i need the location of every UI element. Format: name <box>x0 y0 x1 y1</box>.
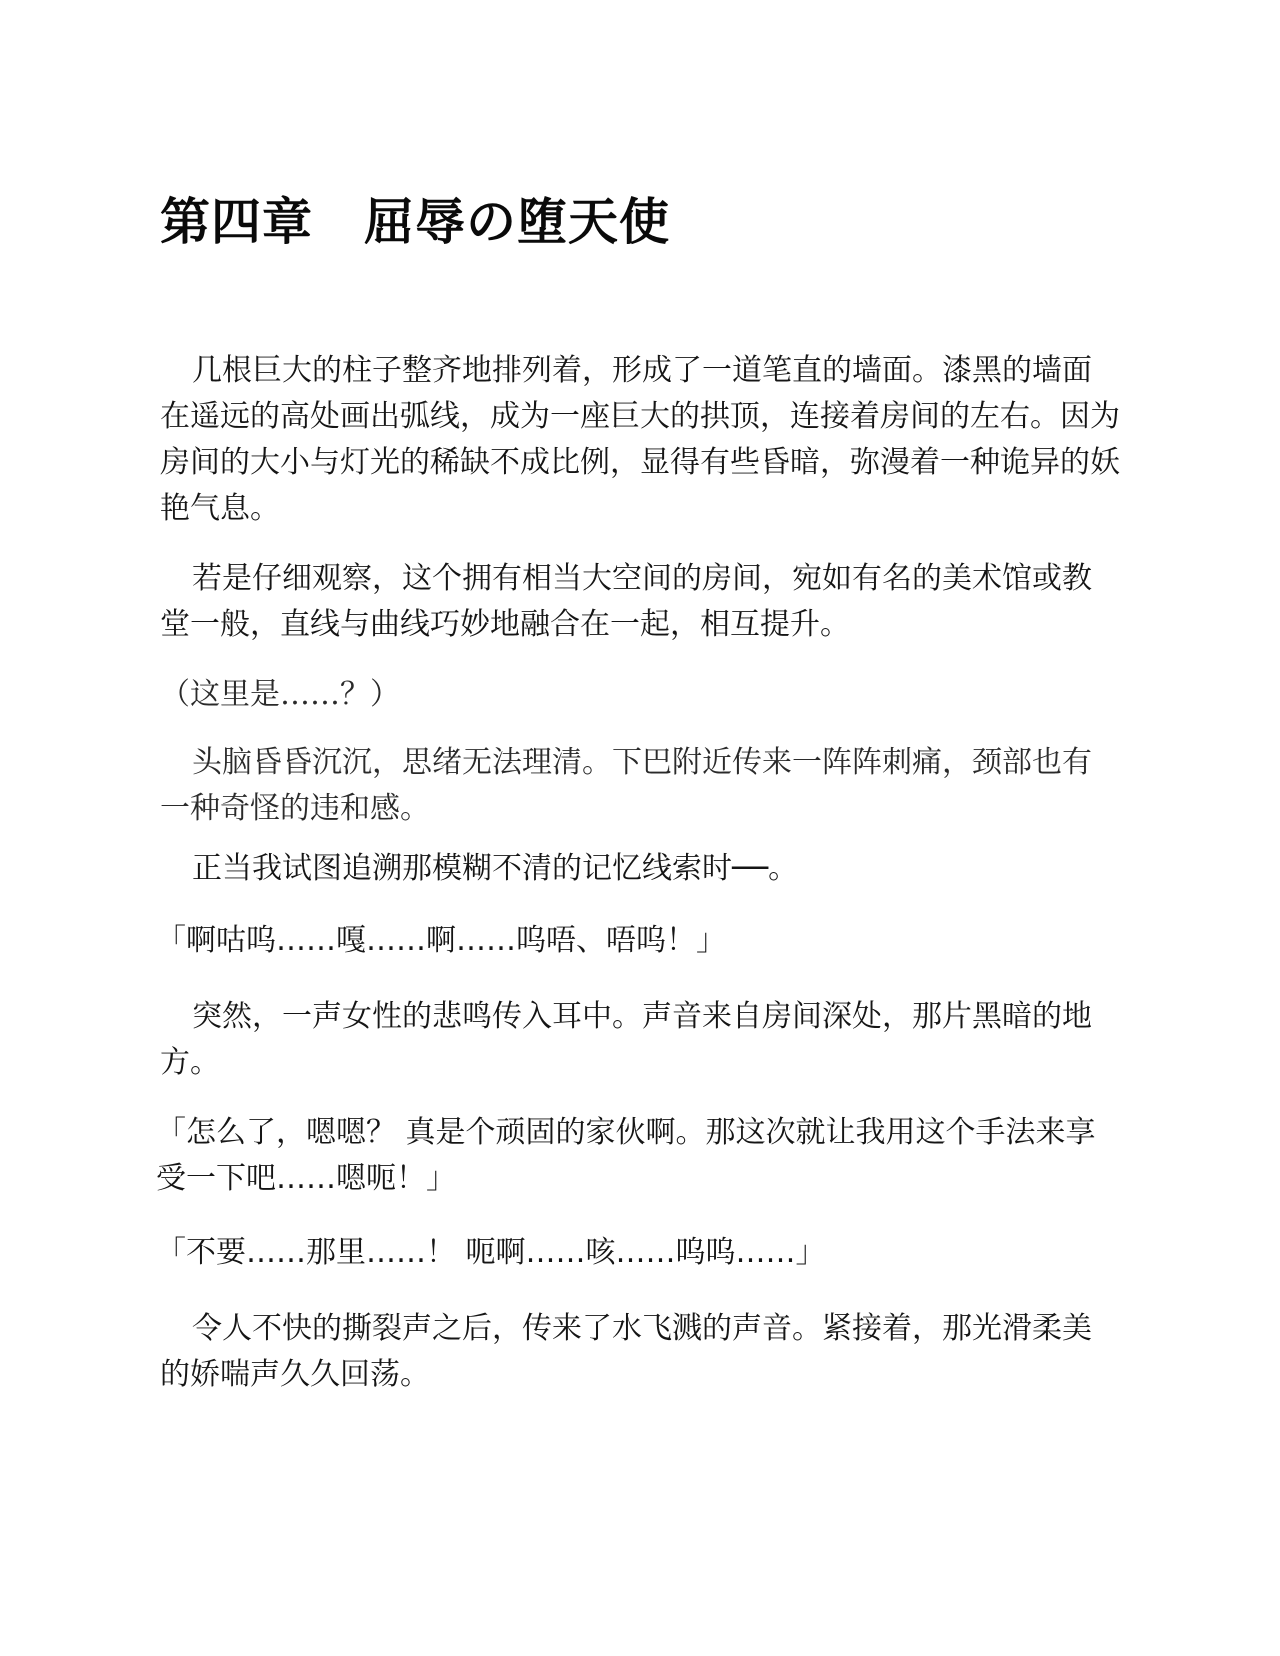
dialogue-refusal: 「不要……那里……！ 呃啊……咳……呜呜……」 <box>156 1235 826 1270</box>
dialogue-stubborn: 「怎么了，嗯嗯？ 真是个顽固的家伙啊。那这次就让我用这个手法来享受一下吧……嗯呃！」 <box>156 1115 1096 1196</box>
dialogue-scream: 「啊咕呜……嘎……啊……呜唔、唔呜！」 <box>156 923 726 958</box>
chapter-title: 第四章 屈辱の堕天使 <box>160 193 670 251</box>
paragraph-echo: 令人不快的撕裂声之后，传来了水飞溅的声音。紧接着，那光滑柔美的娇喘声久久回荡。 <box>160 1311 1092 1392</box>
paragraph-dizziness: 头脑昏昏沉沉，思绪无法理清。下巴附近传来一阵阵刺痛，颈部也有一种奇怪的违和感。 <box>160 745 1092 826</box>
paragraph-hall-description: 几根巨大的柱子整齐地排列着，形成了一道笔直的墙面。漆黑的墙面在遥远的高处画出弧线，成为一座巨大的拱顶，连接着房间的左右。因为房间的大小与灯光的稀缺不成比例，显得有些昏暗，弥漫着一种诡异的妖艳气息。 <box>160 353 1120 526</box>
paragraph-memory: 正当我试图追溯那模糊不清的记忆线索时──。 <box>192 851 799 886</box>
paragraph-inner-thought: （这里是……？） <box>160 677 400 712</box>
paragraph-female-cry: 突然，一声女性的悲鸣传入耳中。声音来自房间深处，那片黑暗的地方。 <box>160 999 1092 1080</box>
paragraph-observation: 若是仔细观察，这个拥有相当大空间的房间，宛如有名的美术馆或教堂一般，直线与曲线巧妙地融合在一起，相互提升。 <box>160 561 1092 642</box>
